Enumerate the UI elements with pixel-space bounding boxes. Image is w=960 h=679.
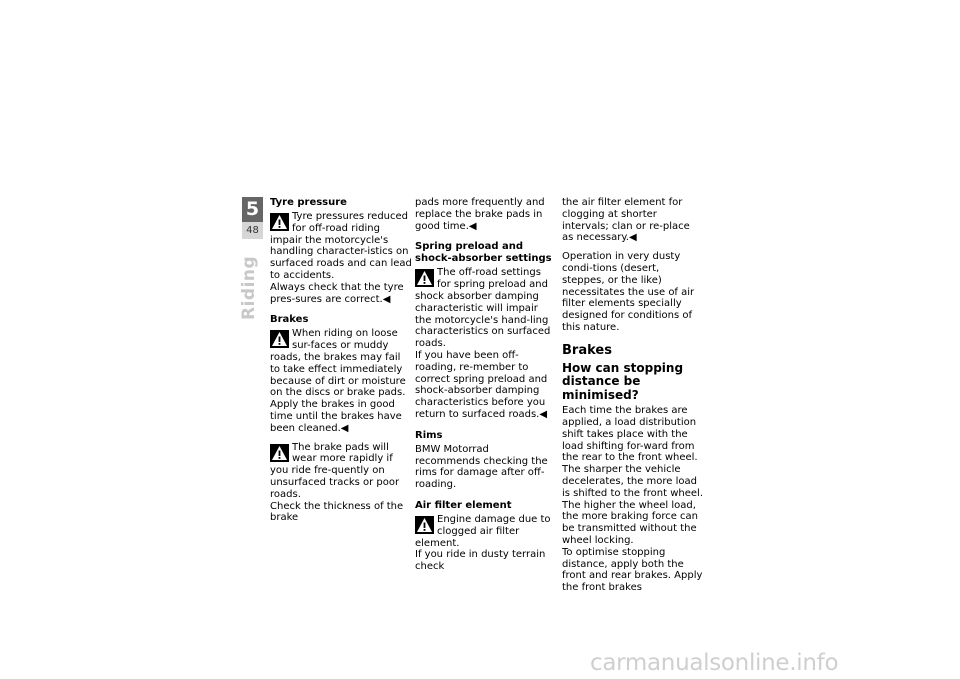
brakes-heading: Brakes [270,314,309,326]
warning-triangle-icon [415,269,434,287]
tyre-pressure-heading: Tyre pressure [270,197,347,208]
column-2 [415,197,557,573]
warning-triangle-icon [270,444,289,462]
stopping-distance-text-1: Each time the brakes are applied, a load distribution shift takes place with the load shifting for-ward from the rear to the front wheel. The sharper the vehicle decelerates, the more load is shifted to the front wheel. The higher the wheel load, the more braking force can be transmitted without the wheel locking. [562,405,703,547]
rims-text: BMW Motorrad recommends checking the rims for damage after off-roading. [415,443,548,491]
rims-heading: Rims [415,429,443,441]
dusty-conditions-text: Operation in very dusty condi-tions (desert, steppes, or the like) necessitates the use of air filter elements specially designed for conditions of this nature. [562,251,695,333]
brakes-text-1: Apply the brakes in good time until the brakes have been cleaned.◀ [270,399,402,434]
air-filter-text-continued: the air filter element for clogging at shorter intervals; clan or re-place as necessary.◀ [562,197,690,244]
warning-triangle-icon [270,330,289,348]
chapter-number: 5 [242,197,263,222]
air-filter-warning [415,514,557,549]
air-filter-text: If you ride in dusty terrain check [415,549,546,573]
brakes-text-2: Check the thickness of the brake [270,500,404,524]
brakes-warning-2-text: The brake pads will wear more rapidly if you ride fre-quently on unsurfaced tracks or poor roads. [270,441,400,500]
tyre-pressure-warning [270,211,412,282]
warning-triangle-icon [415,516,434,534]
brakes-section-heading: Brakes [562,342,612,358]
warning-triangle-icon [270,213,289,231]
page-number: 48 [242,222,263,239]
stopping-distance-text-2: To optimise stopping distance, apply both the front and rear brakes. Apply the front brakes [562,546,703,594]
brakes-warning-1 [270,328,412,399]
column-3 [562,197,704,594]
stopping-distance-heading: How can stopping distance be minimised? [562,360,684,402]
watermark: carmanualsonline.info [590,650,839,676]
column-1 [270,197,412,524]
brakes-warning-2 [270,442,412,501]
tyre-pressure-text: Always check that the tyre pres-sures are correct.◀ [270,281,404,305]
spring-preload-warning [415,267,557,350]
brakes-text-2-continued: pads more frequently and replace the brake pads in good time.◀ [415,197,545,232]
spring-preload-heading: Spring preload and shock-absorber settings [415,241,552,265]
spring-preload-warning-text: The off-road settings for spring preload and shock absorber damping characteristic will impair the motorcycle's hand-ling characteristics on surfaced roads. [415,267,551,350]
air-filter-warning-text: Engine damage due to clogged air filter element. [415,513,551,549]
chapter-side-label-text: Riding [239,255,259,320]
brakes-warning-1-text: When riding on loose sur-faces or muddy roads, the brakes may fail to take effect immediately because of dirt or moisture on the discs or brake pads. [270,328,406,399]
air-filter-heading: Air filter element [415,499,512,511]
spring-preload-text: If you have been off-roading, re-member to correct spring preload and shock-absorber damping characteristics before you return to surfaced roads.◀ [415,349,548,420]
tyre-pressure-warning-text: Tyre pressures reduced for off-road riding impair the motorcycle's handling character-istics on surfaced roads and can lead to accidents. [270,211,412,281]
